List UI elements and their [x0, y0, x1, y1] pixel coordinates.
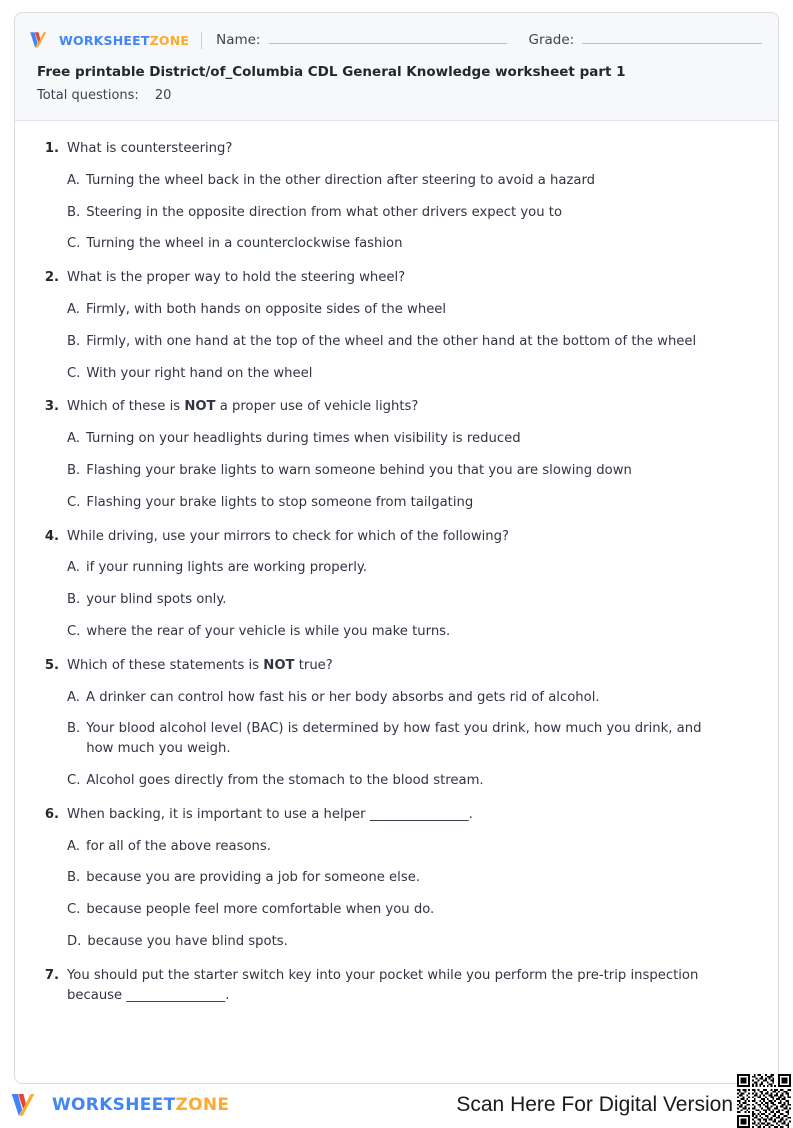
option-letter: B. — [67, 721, 81, 737]
option-letter: B. — [67, 204, 81, 220]
question-item — [37, 397, 756, 512]
question-text — [67, 397, 756, 417]
question-text — [67, 805, 756, 825]
option-letter: A. — [67, 689, 80, 705]
option-list — [37, 429, 756, 512]
question-header — [37, 656, 756, 676]
worksheet-page — [14, 12, 779, 1084]
option-item[interactable] — [67, 234, 756, 254]
footer-brand-word-zone: ZONE — [175, 1095, 230, 1115]
worksheet-zone-logo-icon — [10, 1092, 44, 1118]
option-list — [37, 558, 756, 641]
option-letter: B. — [67, 462, 81, 478]
question-item — [37, 966, 756, 1006]
option-text: With your right hand on the wheel — [86, 365, 313, 381]
question-emphasis: NOT — [263, 657, 295, 673]
option-item[interactable] — [67, 429, 756, 449]
title-block — [15, 55, 778, 103]
option-letter: B. — [67, 592, 81, 608]
option-text: Turning the wheel in a counterclockwise fashion — [86, 236, 403, 252]
question-header — [37, 805, 756, 825]
question-number: 2. — [44, 270, 59, 286]
question-text-part: What is the proper way to hold the steering wheel? — [67, 270, 406, 286]
worksheet-zone-logo-icon — [29, 31, 53, 49]
grade-field[interactable] — [529, 32, 763, 48]
brand-word-worksheet: WORKSHEET — [59, 32, 150, 48]
option-text: Firmly, with both hands on opposite sides of the wheel — [85, 301, 447, 317]
question-text-part: While driving, use your mirrors to check for which of the following? — [67, 528, 510, 544]
option-item[interactable] — [67, 558, 756, 578]
option-text: A drinker can control how fast his or her body absorbs and gets rid of alcohol. — [85, 689, 600, 705]
option-item[interactable] — [67, 868, 756, 888]
total-questions-count: 20 — [154, 87, 172, 103]
footer-brand-word-worksheet: WORKSHEET — [52, 1095, 176, 1115]
brand-wordmark — [59, 33, 189, 48]
question-text-part: What is countersteering? — [67, 141, 233, 156]
question-item — [37, 139, 756, 254]
option-item[interactable] — [67, 719, 756, 759]
option-letter: B. — [67, 870, 81, 886]
question-number: 7. — [44, 967, 59, 983]
brand-word-zone: ZONE — [149, 32, 190, 48]
option-text: Turning on your headlights during times when visibility is reduced — [85, 431, 521, 447]
total-questions — [37, 88, 762, 103]
footer-brand-logo — [10, 1092, 229, 1118]
option-text: for all of the above reasons. — [85, 838, 271, 854]
question-text — [67, 966, 756, 1006]
header-divider — [201, 32, 202, 49]
question-text-part: Which of these is — [67, 399, 185, 415]
option-item[interactable] — [67, 332, 756, 352]
question-number: 6. — [44, 806, 59, 822]
question-header — [37, 527, 756, 547]
name-label: Name: — [216, 32, 261, 48]
option-text: Steering in the opposite direction from what other drivers expect you to — [86, 204, 563, 220]
option-item[interactable] — [67, 622, 756, 642]
option-letter: B. — [67, 333, 81, 349]
option-text: because you have blind spots. — [87, 933, 288, 949]
question-number: 4. — [44, 528, 59, 544]
question-text-part: Which of these statements is — [67, 657, 264, 673]
option-item[interactable] — [67, 590, 756, 610]
total-questions-label: Total questions: — [37, 87, 139, 103]
brand-logo — [29, 31, 189, 49]
option-list — [37, 300, 756, 383]
option-item[interactable] — [67, 461, 756, 481]
option-letter: C. — [67, 902, 81, 918]
page-title: Free printable District/of_Columbia CDL General Knowledge worksheet part 1 — [37, 64, 626, 80]
question-text — [67, 268, 756, 288]
option-item[interactable] — [67, 900, 756, 920]
option-text: Flashing your brake lights to stop someone from tailgating — [86, 494, 474, 510]
option-letter: C. — [67, 236, 81, 252]
option-text: Turning the wheel back in the other direction after steering to avoid a hazard — [85, 172, 596, 188]
question-item — [37, 268, 756, 383]
option-letter: C. — [67, 772, 81, 788]
question-number: 5. — [44, 657, 59, 673]
question-header — [37, 397, 756, 417]
qr-code-icon[interactable] — [737, 1074, 791, 1128]
question-list — [15, 121, 778, 1005]
option-text: where the rear of your vehicle is while you make turns. — [86, 623, 451, 639]
question-text-part: a proper use of vehicle lights? — [215, 399, 419, 415]
option-text: Flashing your brake lights to warn someone behind you that you are slowing down — [86, 462, 632, 478]
question-text-part: You should put the starter switch key into your pocket while you perform the pre-trip inspection because _______________. — [67, 967, 699, 1003]
question-number: 3. — [44, 399, 59, 415]
option-letter: A. — [67, 172, 80, 188]
option-letter: C. — [67, 365, 81, 381]
option-letter: C. — [67, 623, 81, 639]
option-list — [37, 688, 756, 791]
worksheet-header — [15, 13, 778, 121]
option-list — [37, 171, 756, 254]
option-item[interactable] — [67, 171, 756, 191]
name-input-line[interactable] — [269, 32, 507, 44]
option-letter: A. — [67, 560, 80, 576]
question-text-part: true? — [294, 657, 333, 673]
option-item[interactable] — [67, 493, 756, 513]
option-list — [37, 837, 756, 952]
option-item[interactable] — [67, 932, 756, 952]
option-letter: A. — [67, 301, 80, 317]
option-text: Alcohol goes directly from the stomach to the blood stream. — [86, 772, 484, 788]
question-text-part: When backing, it is important to use a helper _______________. — [67, 806, 473, 822]
question-emphasis: NOT — [184, 399, 216, 415]
option-item[interactable] — [67, 300, 756, 320]
option-item[interactable] — [67, 203, 756, 223]
worksheet-footer — [0, 1088, 793, 1122]
question-number: 1. — [44, 141, 59, 156]
option-text: Firmly, with one hand at the top of the wheel and the other hand at the bottom of the wheel — [86, 333, 697, 349]
grade-label: Grade: — [528, 32, 575, 48]
question-header — [37, 966, 756, 1006]
option-text: if your running lights are working properly. — [85, 560, 367, 576]
option-item[interactable] — [67, 364, 756, 384]
question-header — [37, 139, 756, 159]
option-item[interactable] — [67, 837, 756, 857]
option-letter: A. — [67, 431, 80, 447]
option-letter: C. — [67, 494, 81, 510]
option-item[interactable] — [67, 771, 756, 791]
option-text: because people feel more comfortable when you do. — [86, 902, 435, 918]
scan-here-label: Scan Here For Digital Version — [456, 1093, 733, 1116]
option-text: Your blood alcohol level (BAC) is determined by how fast you drink, how much you drink, and how much you weigh. — [86, 721, 702, 757]
option-text: because you are providing a job for someone else. — [86, 870, 421, 886]
name-field[interactable] — [216, 32, 506, 48]
question-item — [37, 527, 756, 642]
question-text — [67, 656, 756, 676]
footer-brand-wordmark — [52, 1095, 229, 1115]
header-top-row — [15, 13, 778, 55]
grade-input-line[interactable] — [582, 32, 762, 44]
question-item — [37, 656, 756, 791]
option-letter: A. — [67, 838, 80, 854]
option-letter: D. — [67, 933, 82, 949]
question-text — [67, 527, 756, 547]
question-text — [67, 139, 756, 159]
question-header — [37, 268, 756, 288]
option-item[interactable] — [67, 688, 756, 708]
question-item — [37, 805, 756, 952]
option-text: your blind spots only. — [86, 592, 227, 608]
